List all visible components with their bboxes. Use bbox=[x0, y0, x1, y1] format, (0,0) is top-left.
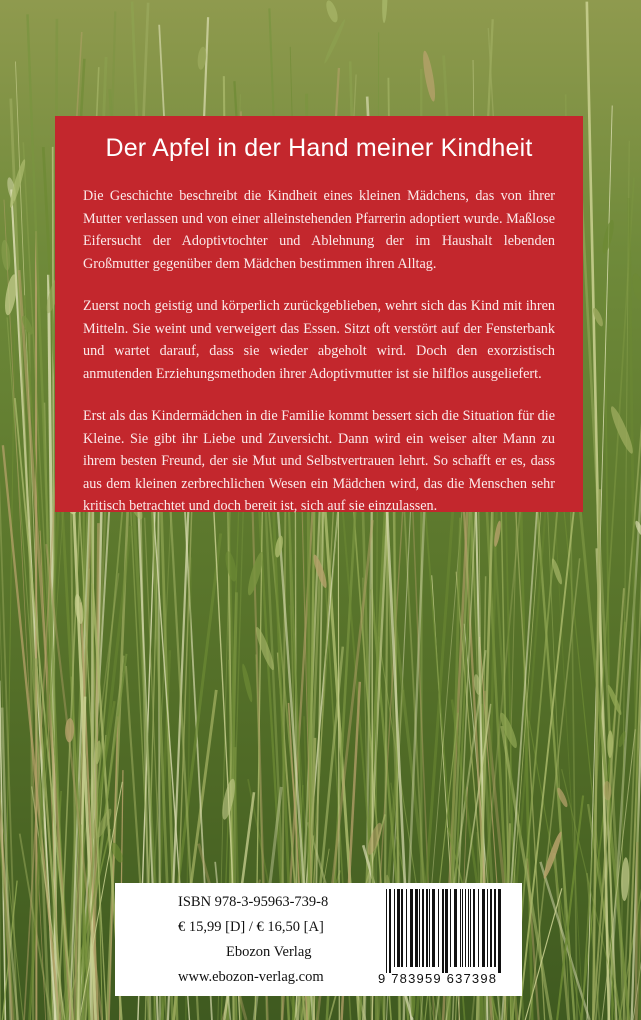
isbn-text: ISBN 978-3-95963-739-8 bbox=[178, 894, 329, 910]
publication-info-box bbox=[115, 883, 522, 996]
publisher-website: www.ebozon-verlag.com bbox=[178, 969, 324, 985]
blurb-paragraph-3: Erst als das Kindermädchen in die Familie kommt bessert sich die Situation für die Kleine. Sie gibt ihr Liebe und Zuversicht. Dann wird ein weiser alter Mann zu ihrem besten Freund, der sie Mut und Selbstvertrauen lehrt. So schafft er es, dass aus dem kleinen zerbrechlichen Wesen ein Mädchen wird, das die Menschen sehr kritisch betrachtet und doch bereit ist, sich auf sie einzulassen. bbox=[83, 408, 555, 514]
publication-details bbox=[178, 890, 328, 990]
blurb-box bbox=[55, 116, 583, 512]
barcode-bars bbox=[378, 887, 508, 973]
book-title: Der Apfel in der Hand meiner Kindheit bbox=[105, 134, 533, 162]
publisher-name: Ebozon Verlag bbox=[226, 944, 312, 960]
blurb-paragraph-2: Zuerst noch geistig und körperlich zurückgeblieben, wehrt sich das Kind mit ihren Mitteln. Sie weint und verweigert das Essen. Sitzt oft verstört auf der Fensterbank und wartet darauf, dass sie wieder abgeholt wird. Doch den exorzistisch anmutenden Erziehungsmethoden ihrer Adoptivmutter ist sie hilflos ausgeliefert. bbox=[83, 298, 555, 382]
isbn-barcode bbox=[378, 887, 508, 987]
blurb-paragraph-1: Die Geschichte beschreibt die Kindheit eines kleinen Mädchens, das von ihrer Mutter verlassen und von einer alleinstehenden Pfarrerin adoptiert wurde. Maßlose Eifersucht der Adoptivtochter und Ablehnung der im Haushalt lebenden Großmutter gegenüber dem Mädchen bestimmen ihren Alltag. bbox=[83, 188, 555, 272]
barcode-digits: 9 783959 637398 bbox=[378, 971, 498, 986]
price-text: € 15,99 [D] / € 16,50 [A] bbox=[178, 919, 324, 935]
